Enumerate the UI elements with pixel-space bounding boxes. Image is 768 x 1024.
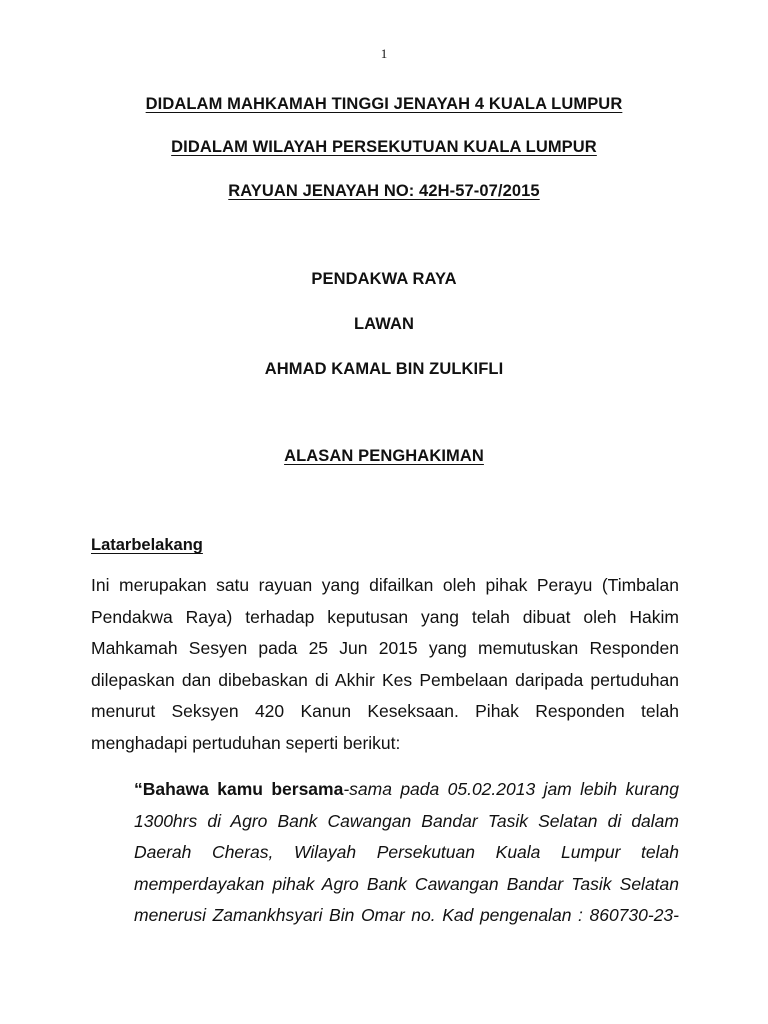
versus-label: LAWAN bbox=[353, 315, 415, 333]
court-heading-line2: DIDALAM WILAYAH PERSEKUTUAN KUALA LUMPUR bbox=[171, 138, 597, 156]
background-paragraph: Ini merupakan satu rayuan yang difailkan oleh pihak Perayu (Timbalan Pendakwa Raya) terhadap keputusan yang telah dibuat oleh Hakim Mahkamah Sesyen pada 25 Jun 2015 yang memutuskan Responden dilepaskan dan dibebaskan di Akhir Kes Pembelaan daripada pertuduhan menurut Seksyen 420 Kanun Keseksaan. Pihak Responden telah menghadapi pertuduhan seperti berikut: bbox=[91, 575, 679, 753]
charge-text: -sama pada 05.02.2013 jam lebih kurang 1300hrs di Agro Bank Cawangan Bandar Tasik Selatan di dalam Daerah Cheras, Wilayah Persekutuan Kuala Lumpur telah memperdayakan pihak Agro Bank Cawangan Bandar Tasik Selatan menerusi Zamankhsyari Bin Omar no. Kad pengenalan : 860730-23- bbox=[134, 779, 679, 925]
background-heading: Latarbelakang bbox=[91, 536, 203, 554]
charge-lead-bold: Bahawa kamu bersama bbox=[142, 779, 344, 799]
charge-quote bbox=[134, 774, 679, 932]
defendant-name: AHMAD KAMAL BIN ZULKIFLI bbox=[264, 360, 504, 378]
open-quote-mark: “ bbox=[134, 779, 143, 799]
court-heading-line1: DIDALAM MAHKAMAH TINGGI JENAYAH 4 KUALA LUMPUR bbox=[145, 95, 623, 113]
plaintiff-name: PENDAKWA RAYA bbox=[311, 270, 457, 288]
page-number: 1 bbox=[380, 46, 388, 61]
judgment-title: ALASAN PENGHAKIMAN bbox=[284, 447, 484, 465]
appeal-number: RAYUAN JENAYAH NO: 42H-57-07/2015 bbox=[228, 182, 540, 200]
